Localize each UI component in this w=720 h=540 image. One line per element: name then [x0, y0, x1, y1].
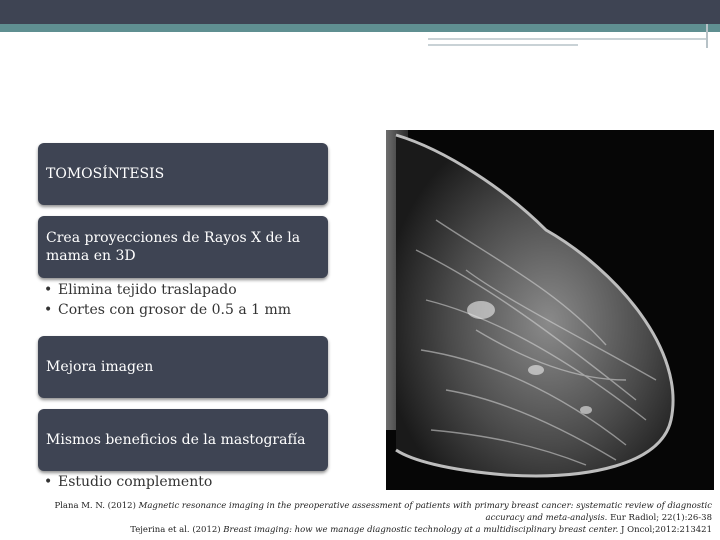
mammography-graphic	[386, 130, 714, 490]
bullet-list	[40, 472, 212, 492]
header-band	[0, 0, 720, 24]
reference-title: Magnetic resonance imaging in the preoperative assessment of patients with primary breast cancer: systematic review of diagnostic accuracy and meta-analysis.	[138, 501, 712, 523]
list-item: • Elimina tejido traslapado	[40, 280, 291, 300]
bullet-list	[40, 280, 291, 320]
list-item: • Cortes con grosor de 0.5 a 1 mm	[40, 300, 291, 320]
list-item: • Estudio complemento	[40, 472, 212, 492]
reference-source: Eur Radiol; 22(1):26-38	[610, 513, 712, 523]
reference-authors: Tejerina et al. (2012)	[130, 525, 221, 535]
reference-2	[20, 524, 712, 536]
info-box-text: Mejora imagen	[46, 359, 154, 375]
info-box-text: Crea proyecciones de Rayos X de la mama en 3D	[46, 230, 301, 264]
mammography-image	[386, 130, 714, 490]
title-box	[38, 143, 328, 205]
decor-line	[428, 44, 578, 46]
reference-authors: Plana M. N. (2012)	[54, 501, 136, 511]
info-box-text: Mismos beneficios de la mastografía	[46, 432, 306, 448]
info-box	[38, 409, 328, 471]
reference-title: Breast imaging: how we manage diagnostic technology at a multidisciplinary breast center.	[223, 525, 619, 535]
decor-line	[706, 24, 708, 48]
decor-line	[428, 38, 708, 40]
reference-source: J Oncol;2012:213421	[621, 525, 712, 535]
info-box	[38, 216, 328, 278]
reference-1	[20, 500, 712, 524]
header-accent-band	[0, 24, 720, 32]
info-box	[38, 336, 328, 398]
title-box-text: TOMOSÍNTESIS	[46, 166, 165, 182]
